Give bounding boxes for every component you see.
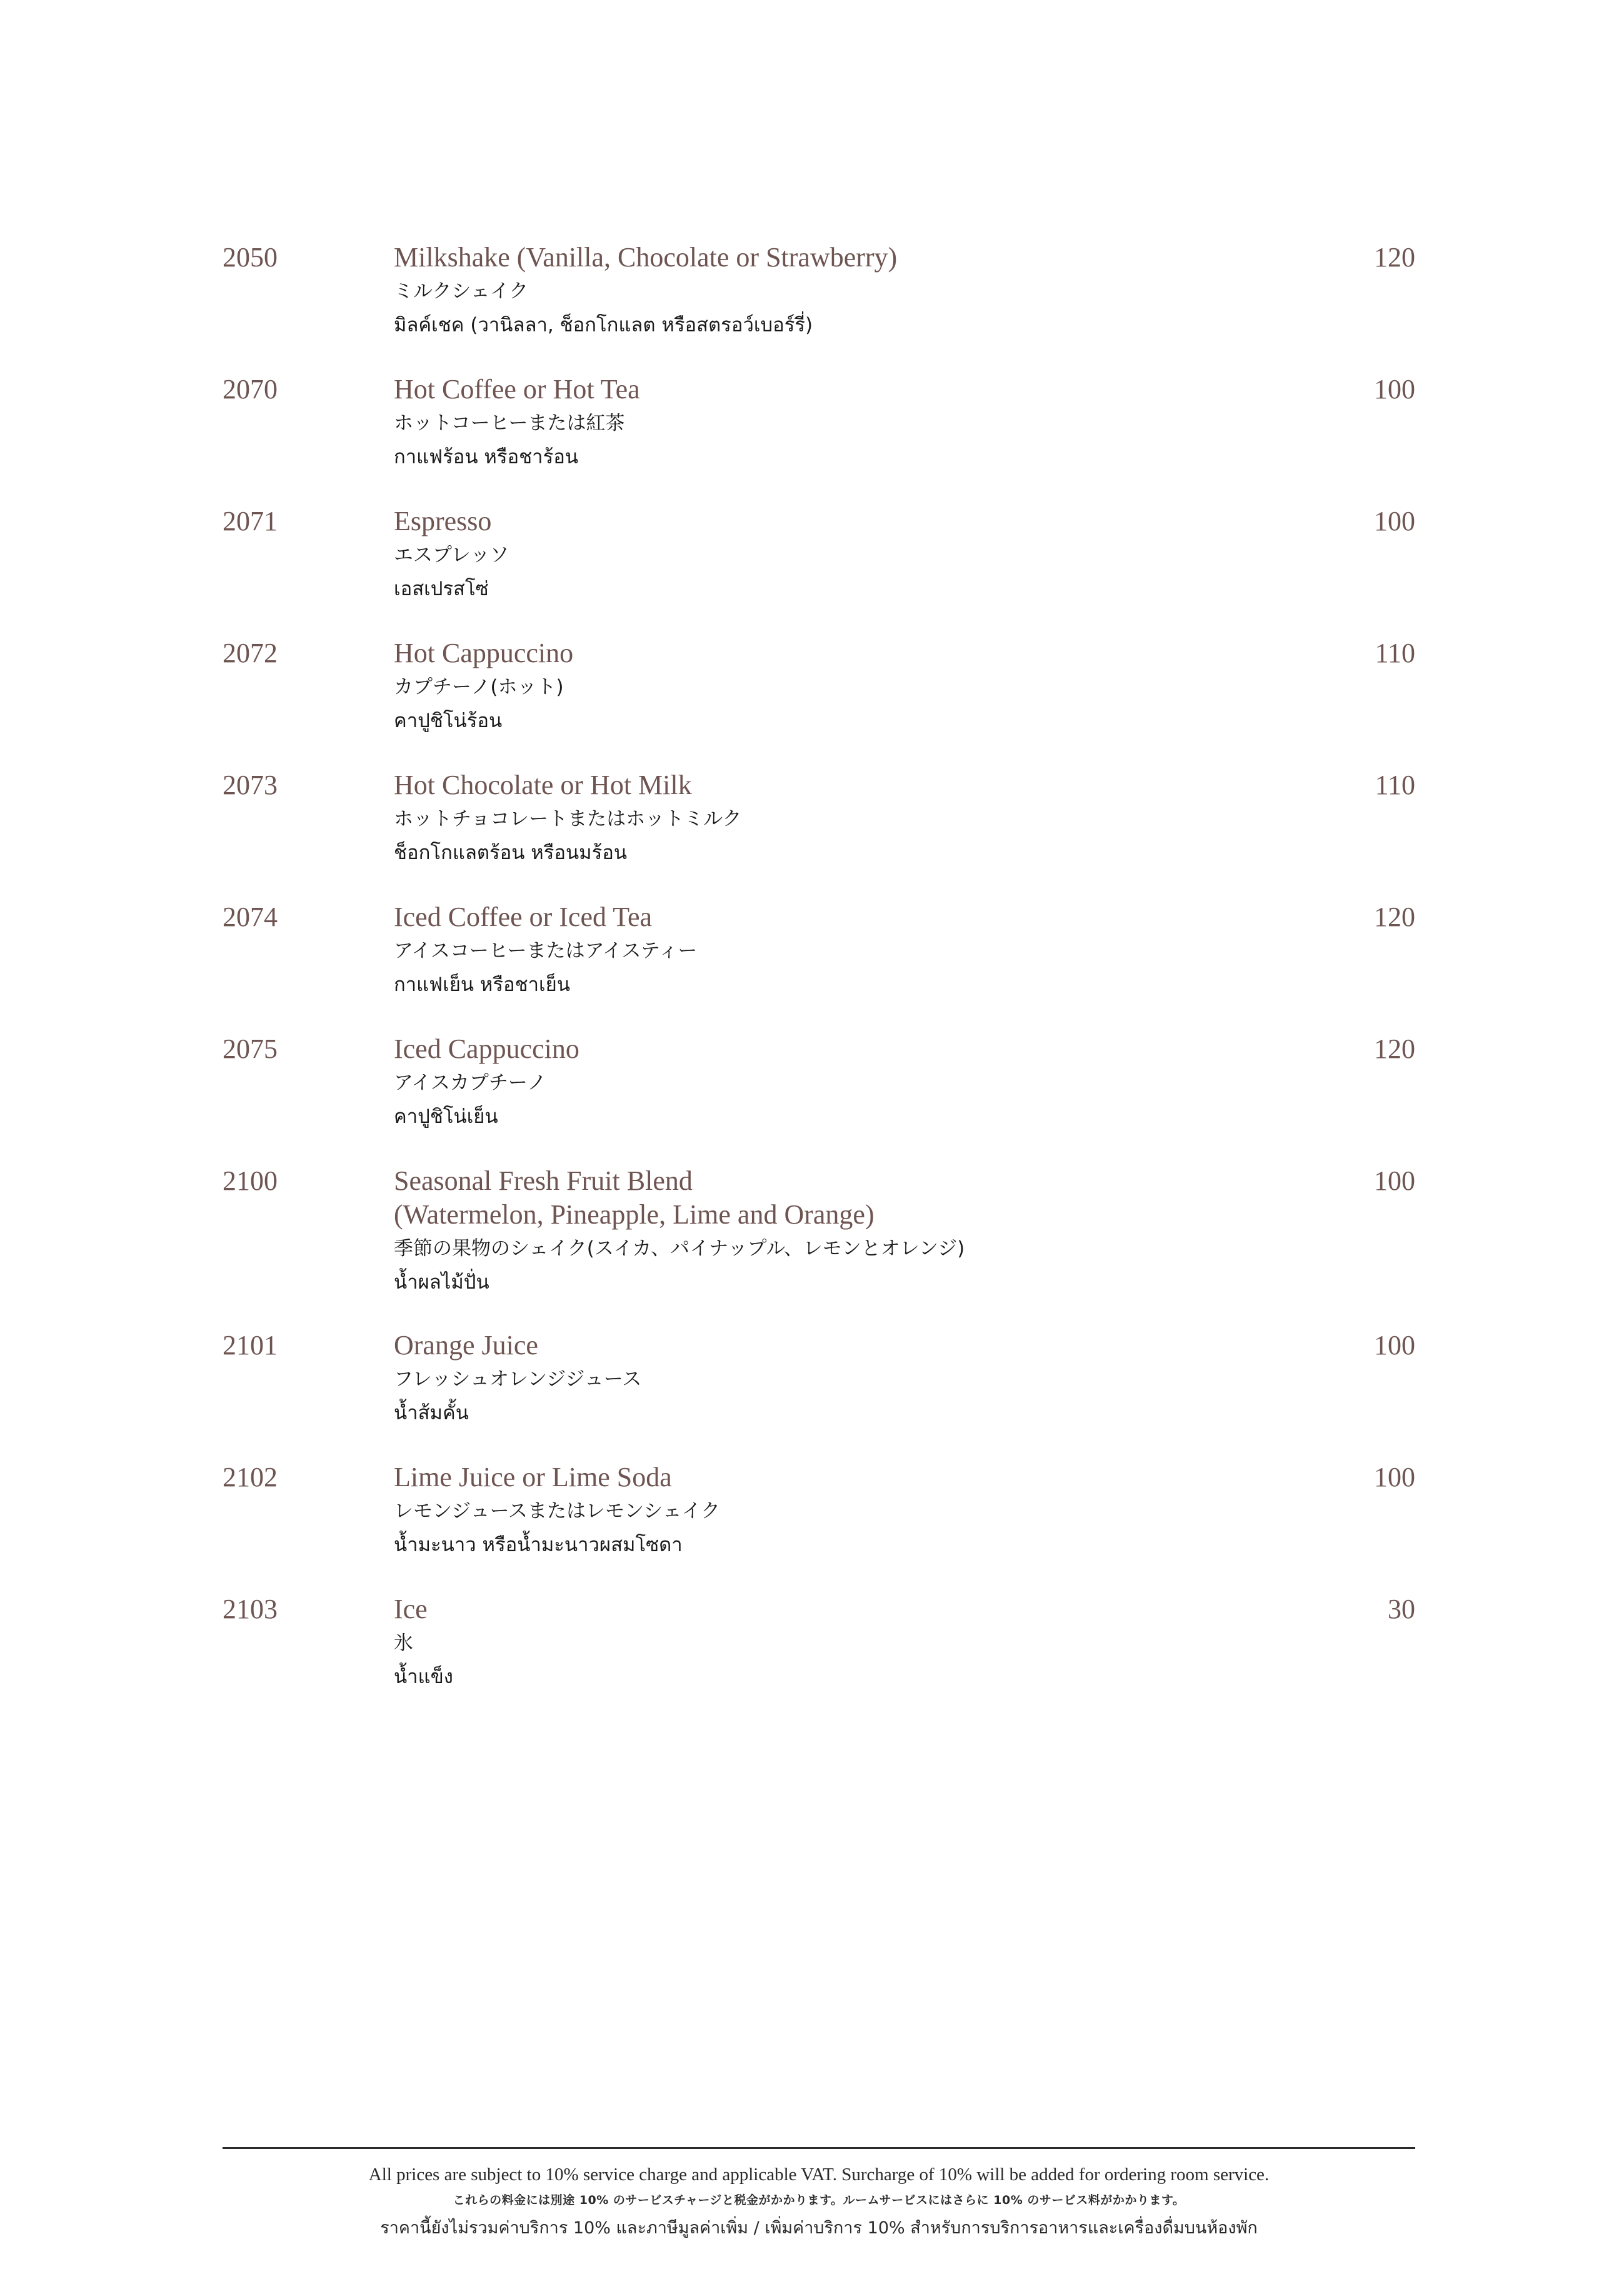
item-name-th: น้ำมะนาว หรือน้ำมะนาวผสมโซดา <box>394 1534 683 1556</box>
item-code: 2050 <box>223 242 278 273</box>
item-name-jp: レモンジュースまたはレモンシェイク <box>394 1500 721 1522</box>
item-name-en: Milkshake (Vanilla, Chocolate or Strawberry) <box>394 242 898 273</box>
item-code: 2072 <box>223 638 278 668</box>
item-price: 30 <box>1388 1594 1415 1624</box>
item-name-jp: 季節の果物のシェイク(スイカ、パイナップル、レモンとオレンジ) <box>394 1237 965 1260</box>
item-name-jp: ホットコーヒーまたは紅茶 <box>394 412 625 435</box>
item-name-jp: ミルクシェイク <box>394 280 529 303</box>
item-names <box>394 768 1331 870</box>
item-names <box>394 900 1331 1002</box>
item-name-jp: エスプレッソ <box>394 544 509 566</box>
item-code: 2075 <box>223 1034 278 1064</box>
item-name-en: Seasonal Fresh Fruit Blend <box>394 1165 693 1196</box>
item-code: 2070 <box>223 374 278 405</box>
item-code: 2073 <box>223 770 278 800</box>
item-price: 100 <box>1374 1462 1415 1492</box>
item-price: 100 <box>1374 1330 1415 1361</box>
item-names <box>394 1592 1331 1694</box>
item-name-jp: フレッシュオレンジジュース <box>394 1368 642 1391</box>
item-price: 120 <box>1374 242 1415 273</box>
item-price: 120 <box>1374 1034 1415 1064</box>
item-name-th: เอสเปรสโซ่ <box>394 578 489 600</box>
item-names <box>394 373 1331 474</box>
item-names <box>394 505 1331 606</box>
item-name-jp: カプチーノ(ホット) <box>394 676 564 698</box>
item-price: 100 <box>1374 506 1415 536</box>
item-price: 100 <box>1374 1165 1415 1196</box>
item-code: 2101 <box>223 1330 278 1361</box>
item-names <box>394 1461 1331 1562</box>
item-name-en: Orange Juice <box>394 1330 538 1361</box>
service-charge-note-jp: これらの料金には別途 10% のサービスチャージと税金がかかります。ルームサービスにはさらに 10% のサービス料がかかります。 <box>453 2193 1185 2207</box>
item-name-th: น้ำแข็ง <box>394 1666 453 1688</box>
item-price: 110 <box>1375 770 1415 800</box>
item-names <box>394 1329 1331 1430</box>
item-name-jp: 氷 <box>394 1632 413 1654</box>
item-name-th: น้ำส้มคั้น <box>394 1402 469 1424</box>
item-name-en: Hot Cappuccino <box>394 638 574 668</box>
item-code: 2071 <box>223 506 278 536</box>
item-price: 110 <box>1375 638 1415 668</box>
item-name-th: คาปูชิโน่ร้อน <box>394 710 503 732</box>
item-names <box>394 636 1331 738</box>
item-price: 120 <box>1374 902 1415 932</box>
item-code: 2102 <box>223 1462 278 1492</box>
item-name-en: Iced Cappuccino <box>394 1034 579 1064</box>
item-name-th: มิลค์เชค (วานิลลา, ช็อกโกแลต หรือสตรอว์เบอร์รี่) <box>394 314 813 336</box>
item-name-jp: アイスカプチーノ <box>394 1072 547 1094</box>
item-code: 2074 <box>223 902 278 932</box>
item-name-th: กาแฟร้อน หรือชาร้อน <box>394 446 579 468</box>
price-notice-footer <box>223 2147 1415 2244</box>
item-name-en: Espresso <box>394 506 492 536</box>
footer-divider <box>223 2147 1415 2149</box>
item-name-en: Iced Coffee or Iced Tea <box>394 902 653 932</box>
item-code: 2103 <box>223 1594 278 1624</box>
item-name-en: Ice <box>394 1594 428 1624</box>
item-name-th: ช็อกโกแลตร้อน หรือนมร้อน <box>394 842 628 864</box>
item-names <box>394 241 1331 342</box>
item-name-th: กาแฟเย็น หรือชาเย็น <box>394 973 571 996</box>
item-names <box>394 1032 1331 1134</box>
item-name-th: น้ำผลไม้ปั่น <box>394 1271 489 1294</box>
item-name-en: Lime Juice or Lime Soda <box>394 1462 672 1492</box>
service-charge-note-en: All prices are subject to 10% service charge and applicable VAT. Surcharge of 10% will be added for ordering room service. <box>368 2165 1270 2185</box>
item-name-jp: ホットチョコレートまたはホットミルク <box>394 808 742 830</box>
item-price: 100 <box>1374 374 1415 405</box>
item-name-en-detail: (Watermelon, Pineapple, Lime and Orange) <box>394 1199 875 1230</box>
item-names <box>394 1164 1331 1299</box>
item-code: 2100 <box>223 1165 278 1196</box>
item-name-th: คาปูชิโน่เย็น <box>394 1105 498 1128</box>
item-name-en: Hot Coffee or Hot Tea <box>394 374 640 405</box>
item-name-en: Hot Chocolate or Hot Milk <box>394 770 692 800</box>
item-name-jp: アイスコーヒーまたはアイスティー <box>394 940 698 962</box>
service-charge-note-th: ราคานี้ยังไม่รวมค่าบริการ 10% และภาษีมูลค่าเพิ่ม / เพิ่มค่าบริการ 10% สำหรับการบริการอาหารและเครื่องดื่มบนห้องพัก <box>380 2218 1258 2238</box>
